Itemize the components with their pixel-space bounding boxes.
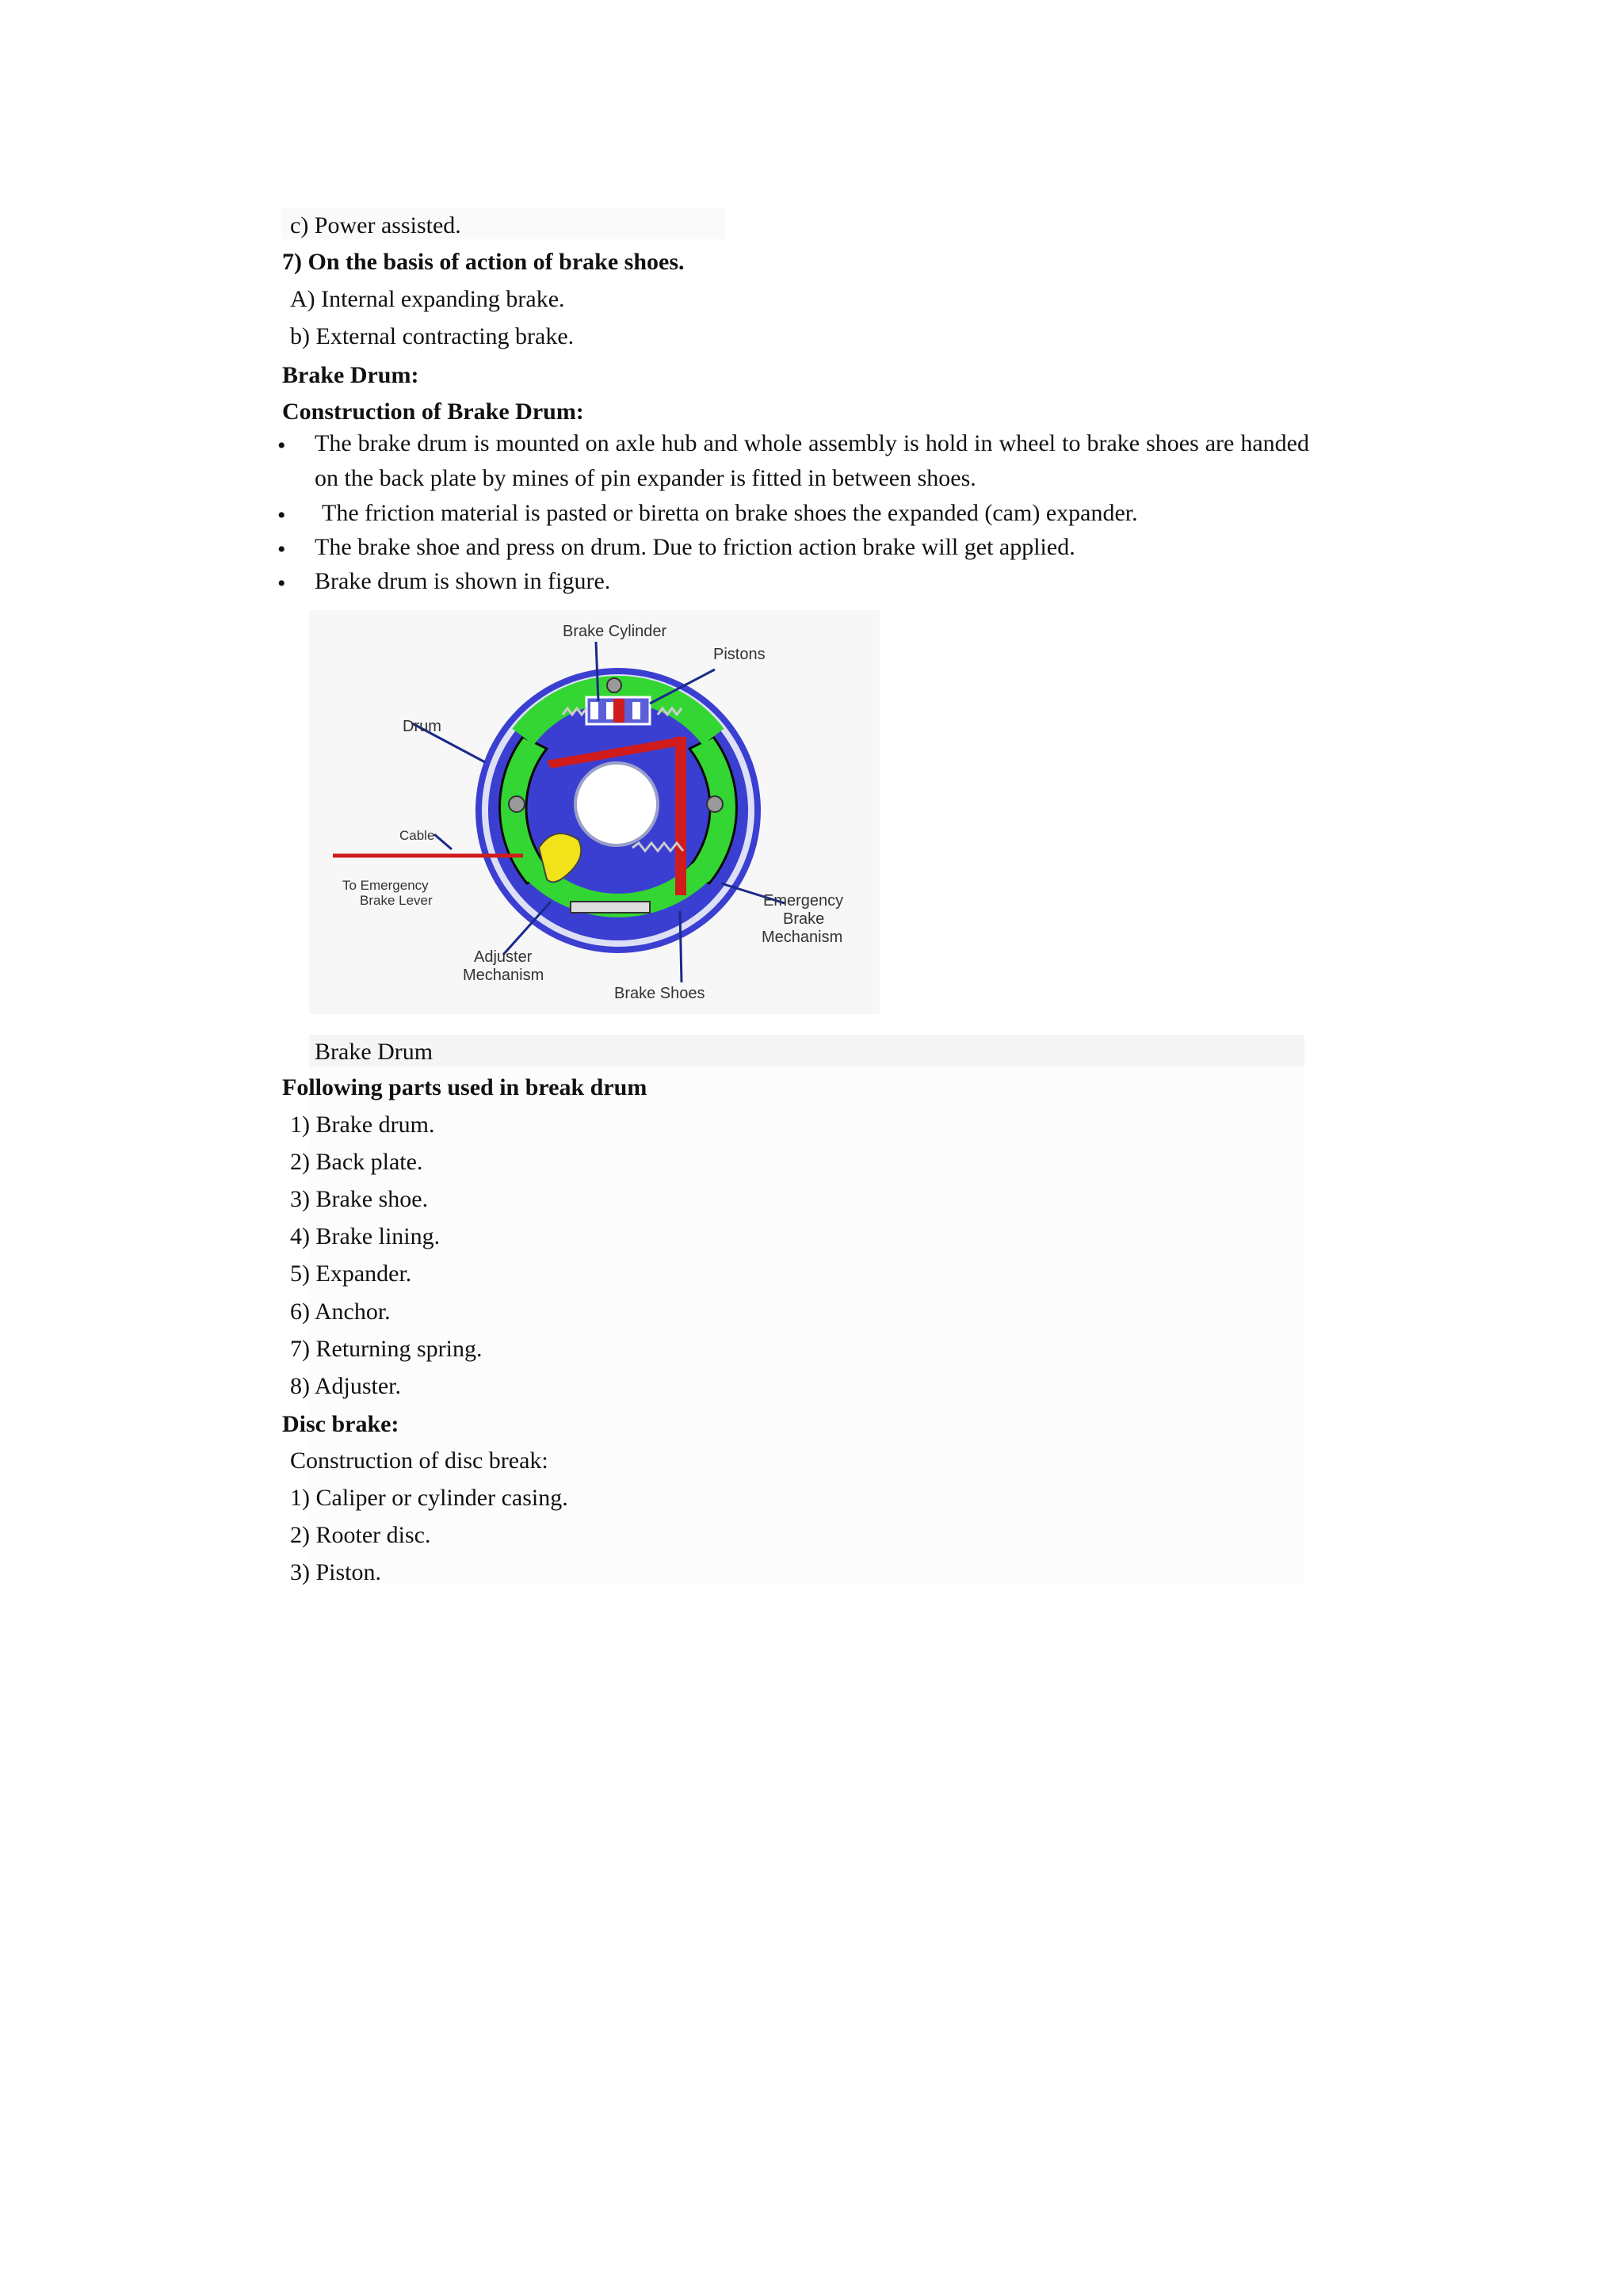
- piston-mid: [606, 702, 614, 719]
- anchor-pin-top: [607, 678, 621, 692]
- heading-construction-brake-drum: Construction of Brake Drum:: [282, 399, 584, 425]
- item-power-assisted: c) Power assisted.: [290, 212, 461, 238]
- bullet-text-4: Brake drum is shown in figure.: [315, 568, 611, 594]
- label-pistons: Pistons: [713, 646, 766, 663]
- figure-caption: Brake Drum: [315, 1039, 433, 1065]
- heading-brake-drum: Brake Drum:: [282, 362, 419, 388]
- label-cable: Cable: [399, 828, 435, 843]
- piston-left: [590, 702, 598, 719]
- heading-parts: Following parts used in break drum: [282, 1074, 647, 1100]
- label-adjuster-1: Adjuster: [474, 948, 533, 966]
- anchor-pin-right: [707, 796, 723, 812]
- part-item: 4) Brake lining.: [290, 1223, 441, 1249]
- part-item: 1) Brake drum.: [290, 1112, 435, 1138]
- part-item: 7) Returning spring.: [290, 1336, 483, 1362]
- part-item: 2) Back plate.: [290, 1149, 423, 1175]
- part-item: 8) Adjuster.: [290, 1373, 401, 1399]
- label-adjuster-2: Mechanism: [463, 967, 544, 984]
- item-internal-expanding: A) Internal expanding brake.: [290, 286, 565, 312]
- part-item: 3) Brake shoe.: [290, 1186, 429, 1212]
- leader-brake-shoes: [680, 911, 682, 982]
- bullet-text-1: The brake drum is mounted on axle hub and whole assembly is hold in wheel to brake shoes are handed on the back plate by mines of pin expander is fitted in between shoes.: [315, 430, 1309, 491]
- disc-item: 1) Caliper or cylinder casing.: [290, 1485, 568, 1511]
- bullet-dot: •: [277, 502, 286, 528]
- label-emergency-2: Brake: [783, 910, 825, 928]
- bullet-dot: •: [277, 433, 286, 459]
- disc-item: 2) Rooter disc.: [290, 1522, 431, 1548]
- bullet-dot: •: [277, 536, 286, 563]
- brake-drum-figure: [309, 610, 880, 1014]
- part-item: 5) Expander.: [290, 1261, 412, 1287]
- cylinder-core: [613, 699, 624, 723]
- bullet-text-3: The brake shoe and press on drum. Due to friction action brake will get applied.: [315, 534, 1075, 560]
- disc-item: 3) Piston.: [290, 1559, 382, 1585]
- heading-brake-shoes-action: 7) On the basis of action of brake shoes.: [282, 249, 685, 275]
- heading-disc-brake: Disc brake:: [282, 1411, 399, 1437]
- label-brake-cylinder: Brake Cylinder: [563, 623, 667, 640]
- adjuster-screw: [571, 902, 650, 913]
- label-emergency-1: Emergency: [763, 892, 844, 910]
- bullet-text-2: The friction material is pasted or biretta on brake shoes the expanded (cam) expander.: [322, 500, 1138, 526]
- piston-right: [632, 702, 640, 719]
- label-brake-shoes: Brake Shoes: [614, 985, 705, 1002]
- label-to-emergency-2: Brake Lever: [360, 893, 433, 908]
- anchor-pin-left: [509, 796, 525, 812]
- bullet-dot: •: [277, 570, 286, 597]
- part-item: 6) Anchor.: [290, 1299, 391, 1325]
- label-drum: Drum: [403, 718, 441, 735]
- axle-hub: [575, 763, 658, 845]
- disc-construction: Construction of disc break:: [290, 1447, 548, 1474]
- caption-band: [309, 1035, 1304, 1066]
- emergency-lever-arm: [675, 737, 686, 895]
- label-emergency-3: Mechanism: [762, 929, 843, 946]
- label-to-emergency-1: To Emergency: [342, 878, 429, 893]
- item-external-contracting: b) External contracting brake.: [290, 323, 575, 349]
